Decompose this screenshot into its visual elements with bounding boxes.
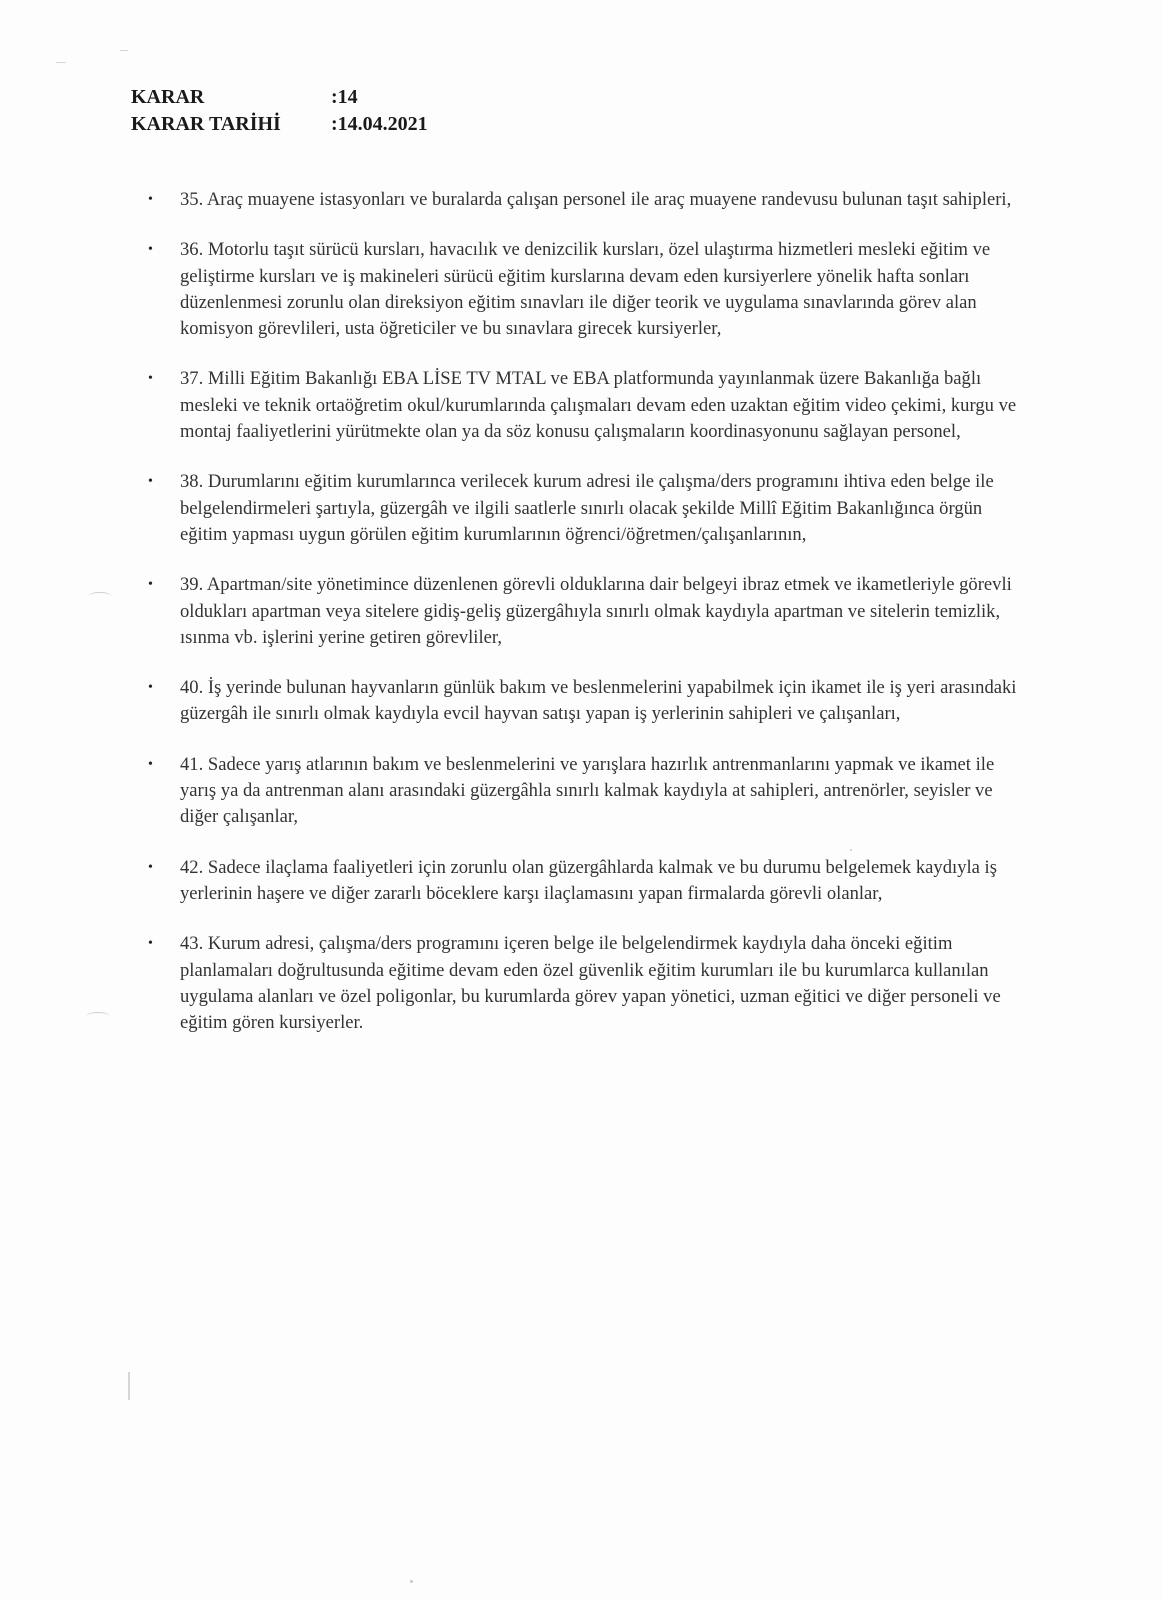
bullet-icon: •: [148, 936, 153, 952]
list-item: [148, 237, 1028, 342]
bullet-icon: •: [148, 371, 153, 387]
scan-artifact: [128, 1372, 130, 1400]
list-item-text: 39. Apartman/site yönetimince düzenlenen görevli olduklarına dair belgeyi ibraz etmek ve ikametleriyle görevli oldukları apartman veya sitelere gidiş-geliş güzergâhıyla sınırlı olmak kaydıyla apartman ve sitelerin temizlik, ısınma vb. işlerini yerine getiren görevliler,: [180, 574, 1012, 648]
bullet-icon: •: [148, 242, 153, 258]
list-item-text: 37. Milli Eğitim Bakanlığı EBA LİSE TV MTAL ve EBA platformunda yayınlanmak üzere Bakanlığa bağlı mesleki ve teknik ortaöğretim okul/kurumlarında çalışmaları devam eden uzaktan eğitim video çekimi, kurgu ve montaj faaliyetlerini yürütmekte olan ya da söz konusu çalışmaların koordinasyonunu sağlayan personel,: [180, 368, 1017, 443]
list-item-text: 41. Sadece yarış atlarının bakım ve beslenmelerini ve yarışlara hazırlık antrenmanlarını yapmak ve ikamet ile yarış ya da antrenman alanı arasındaki güzergâhla sınırlı kalmak kaydıyla at sahipleri, antrenörler, seyisler ve diğer çalışanlar,: [180, 753, 995, 828]
decision-date-row: [131, 111, 428, 138]
list-item-text: 40. İş yerinde bulunan hayvanların günlük bakım ve beslenmelerini yapabilmek için ikamet ile iş yeri arasındaki güzergâh ile sınırlı olmak kaydıyla evcil hayvan satışı yapan iş yerlerinin sahipleri ve çalışanları,: [180, 677, 1017, 725]
decision-date-value: :14.04.2021: [331, 113, 428, 135]
list-item-text: 43. Kurum adresi, çalışma/ders programını içeren belge ile belgelendirmek kaydıyla daha önceki eğitim planlamaları doğrultusunda eğitime devam eden özel güvenlik eğitim kurumları ile bu kurumlarca kullanılan uygulama alanları ve özel poligonlar, bu kurumlarda görev yapan yönetici, uzman eğitici ve diğer personeli ve eğitim gören kursiyerler.: [180, 933, 1001, 1034]
bullet-icon: •: [148, 756, 153, 772]
bullet-icon: •: [148, 859, 153, 875]
list-item: [148, 752, 1028, 831]
decision-label: KARAR: [131, 86, 205, 108]
scan-artifact: [410, 1580, 413, 1583]
list-item: [148, 469, 1028, 548]
list-item: [148, 572, 1028, 651]
decision-number-row: [131, 84, 428, 111]
decision-items-list: [148, 187, 1028, 1060]
list-item: [148, 187, 1028, 213]
scan-artifact: [120, 50, 128, 51]
list-item-text: 35. Araç muayene istasyonları ve buralarda çalışan personel ile araç muayene randevusu bulunan taşıt sahipleri,: [180, 189, 1012, 210]
decision-header: [131, 84, 428, 138]
list-item-text: 42. Sadece ilaçlama faaliyetleri için zorunlu olan güzergâhlarda kalmak ve bu durumu belgelemek kaydıyla iş yerlerinin haşere ve diğer zararlı böceklere karşı ilaçlamasını yapan firmalarda görevli olanlar,: [180, 856, 997, 904]
scan-artifact: [88, 592, 112, 601]
decision-value: :14: [331, 86, 358, 108]
bullet-icon: •: [148, 192, 153, 207]
list-item-text: 38. Durumlarını eğitim kurumlarınca verilecek kurum adresi ile çalışma/ders programını ihtiva eden belge ile belgelendirmeleri şartıyla, güzergâh ve ilgili saatlerle sınırlı olacak şekilde Millî Eğitim Bakanlığınca örgün eğitim yapması uygun görülen eğitim kurumlarının öğrenci/öğretmen/çalışanlarının,: [180, 471, 994, 545]
list-item: [148, 855, 1028, 908]
scan-artifact: [56, 62, 66, 63]
list-item: [148, 366, 1028, 445]
bullet-icon: •: [148, 577, 153, 593]
list-item: [148, 675, 1028, 728]
list-item-text: 36. Motorlu taşıt sürücü kursları, havacılık ve denizcilik kursları, özel ulaştırma hizmetleri mesleki eğitim ve geliştirme kursları ve iş makineleri sürücü eğitim kurslarına devam eden kursiyerlere yönelik hafta sonları düzenlenmesi zorunlu olan direksiyon eğitim sınavları ile diğer teorik ve uygulama sınavlarında görev alan komisyon görevlileri, usta öğreticiler ve bu sınavlara girecek kursiyerler,: [180, 239, 991, 340]
decision-date-label: KARAR TARİHİ: [131, 113, 281, 135]
list-item: [148, 931, 1028, 1036]
scan-artifact: [86, 1012, 110, 1021]
bullet-icon: •: [148, 680, 153, 696]
bullet-icon: •: [148, 474, 153, 490]
